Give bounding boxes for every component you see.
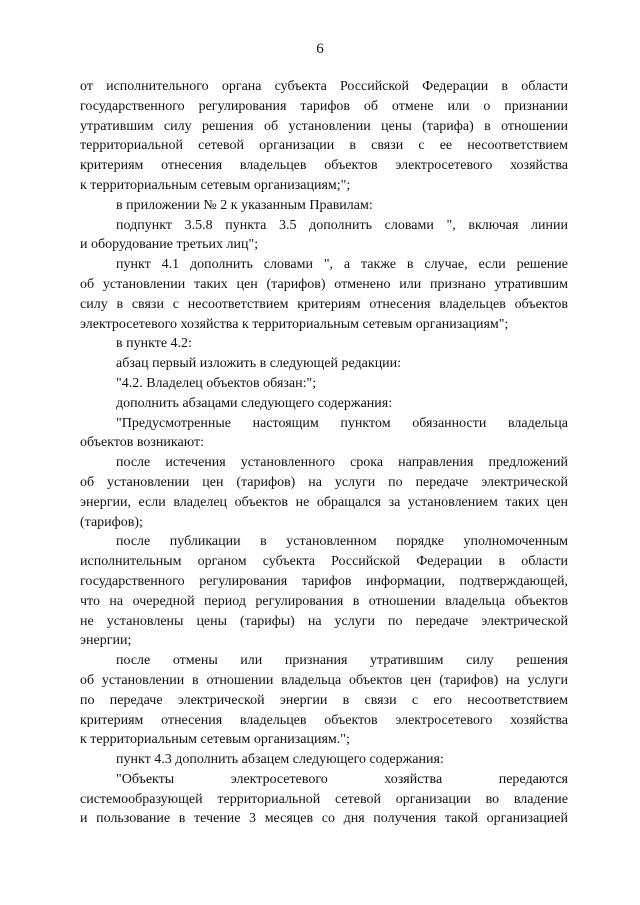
text-line: критериям отнесения владельцев объектов электросетевого хозяйства [80, 712, 568, 728]
text-line: пункт 4.3 дополнить абзацем следующего содержания: [116, 752, 444, 768]
text-line: после отмены или признания утратившим силу решения [116, 653, 568, 669]
document-body [80, 77, 568, 829]
text-line: исполнительным органом субъекта Российской Федерации в области [80, 554, 568, 570]
text-line: подпункт 3.5.8 пункта 3.5 дополнить словами ", включая линии [116, 217, 568, 233]
page-number: 6 [316, 41, 324, 57]
text-line: не установлены цены (тарифы) на услуги по передаче электрической [80, 613, 568, 629]
text-line: энергии, если владелец объектов не обращался за установлением таких цен [80, 494, 568, 510]
text-line: силу в связи с несоответствием критериям отнесения владельцев объектов [80, 296, 568, 312]
text-line: "Объекты электросетевого хозяйства передаются [116, 771, 568, 787]
text-line: и пользование в течение 3 месяцев со дня получения такой организацией [80, 811, 568, 827]
text-line: энергии; [80, 633, 132, 649]
text-line: об установлении в отношении владельца объектов цен (тарифов) на услуги [80, 672, 568, 688]
text-line: к территориальным сетевым организациям;"; [80, 177, 351, 193]
text-line: после истечения установленного срока направления предложений [116, 455, 568, 471]
text-line: системообразующей территориальной сетевой организации во владение [80, 791, 568, 807]
text-line: дополнить абзацами следующего содержания: [116, 395, 393, 411]
text-line: пункт 4.1 дополнить словами ", а также в случае, если решение [116, 257, 568, 273]
text-line: в приложении № 2 к указанным Правилам: [116, 197, 373, 213]
text-line: критериям отнесения владельцев объектов электросетевого хозяйства [80, 158, 568, 174]
text-line: утратившим силу решения об установлении цены (тарифа) в отношении [80, 118, 568, 134]
text-line: и оборудование третьих лиц"; [80, 237, 259, 253]
text-line: по передаче электрической энергии в связи с его несоответствием [80, 692, 568, 708]
text-line: об установлении цен (тарифов) на услуги по передаче электрической [80, 474, 568, 490]
text-line: после публикации в установленном порядке уполномоченным [116, 534, 568, 550]
text-line: в пункте 4.2: [116, 336, 192, 352]
text-line: "4.2. Владелец объектов обязан:"; [116, 375, 317, 391]
text-line: государственного регулирования тарифов об отмене или о признании [80, 98, 568, 114]
text-line: к территориальным сетевым организациям."; [80, 732, 350, 748]
text-line: "Предусмотренные настоящим пунктом обязанности владельца [116, 415, 568, 431]
text-line: территориальной сетевой организации в связи с ее несоответствием [80, 138, 568, 154]
text-line: электросетевого хозяйства к территориальным сетевым организациям"; [80, 316, 509, 332]
text-line: от исполнительного органа субъекта Российской Федерации в области [80, 79, 568, 94]
text-line: государственного регулирования тарифов информации, подтверждающей, [80, 573, 568, 589]
text-line: объектов возникают: [80, 435, 205, 451]
text-line: что на очередной период регулирования в отношении владельца объектов [80, 593, 568, 609]
text-line: абзац первый изложить в следующей редакции: [116, 356, 402, 372]
text-line: об установлении таких цен (тарифов) отменено или признано утратившим [80, 276, 568, 292]
text-line: (тарифов); [80, 514, 143, 530]
